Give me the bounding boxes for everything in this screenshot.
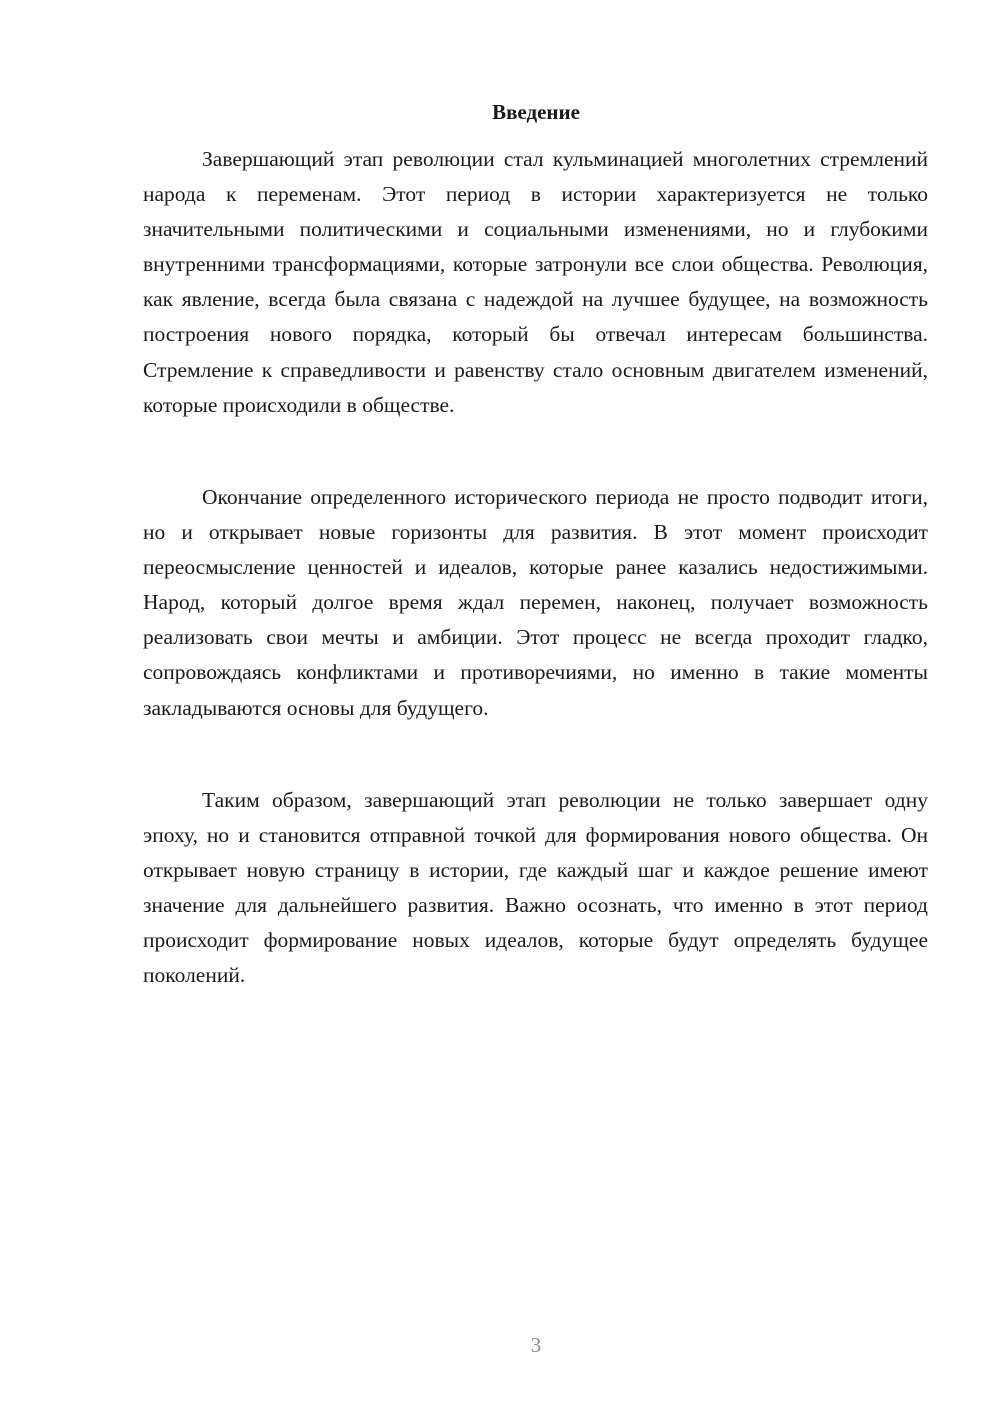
page-number: 3 (530, 1333, 542, 1357)
paragraph-1: Завершающий этап революции стал кульминацией многолетних стремлений народа к переменам. Этот период в истории характеризуется не только значительными политическими и социальными изменениями, но и глубокими внутренними трансформациями, которые затронули все слои общества. Революция, как явление, всегда была связана с надеждой на лучшее будущее, на возможность построения нового порядка, который бы отвечал интересам большинства. Стремление к справедливости и равенству стало основным двигателем изменений, которые происходили в обществе. (143, 147, 928, 417)
section-title: Введение (492, 100, 580, 124)
paragraph-3: Таким образом, завершающий этап революции не только завершает одну эпоху, но и становится отправной точкой для формирования нового общества. Он открывает новую страницу в истории, где каждый шаг и каждое решение имеют значение для дальнейшего развития. Важно осознать, что именно в этот период происходит формирование новых идеалов, которые будут определять будущее поколений. (143, 788, 928, 988)
paragraph-2: Окончание определенного исторического периода не просто подводит итоги, но и открывает новые горизонты для развития. В этот момент происходит переосмысление ценностей и идеалов, которые ранее казались недостижимыми. Народ, который долгое время ждал перемен, наконец, получает возможность реализовать свои мечты и амбиции. Этот процесс не всегда проходит гладко, сопровождаясь конфликтами и противоречиями, но именно в такие моменты закладываются основы для будущего. (143, 485, 928, 720)
